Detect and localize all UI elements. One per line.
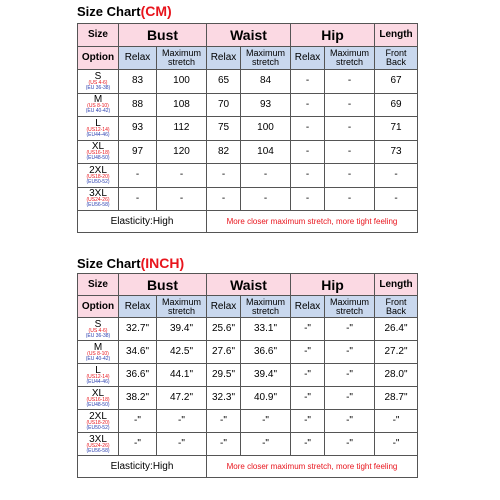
bust-relax-header: Relax [119,296,157,318]
length-cell: -" [375,410,418,433]
bust-max-cell: - [157,187,207,211]
max-line2: stretch [167,57,195,67]
eu-size: (EU 40-42) [85,355,111,362]
bust-relax-cell: 34.6" [119,341,157,364]
eu-size: (EU44-46) [86,131,110,138]
us-size: (US18-20) [86,173,110,180]
hip-relax-cell: -" [291,364,325,387]
hip-relax-cell: - [291,164,325,188]
hip-relax-cell: -" [291,318,325,341]
bust-max-cell: 47.2" [157,387,207,410]
hip-relax-cell: -" [291,433,325,456]
bust-relax-cell: 32.7" [119,318,157,341]
max-line2: stretch [167,305,195,316]
size-cell [78,70,119,94]
hip-max-cell: -" [325,410,375,433]
waist-relax-cell: - [207,164,241,188]
size-label: L [95,117,101,129]
table-row [78,433,418,456]
header-length: Length [375,24,418,47]
front-line: Front [385,48,407,58]
waist-relax-cell: 75 [207,117,241,141]
bust-max-cell: 100 [157,70,207,94]
us-size: (US16-18) [86,150,110,157]
size-label: M [93,341,103,353]
bust-max-cell: 39.4" [157,318,207,341]
size-cell [78,433,119,456]
max-line2: stretch [336,305,364,316]
waist-relax-cell: - [207,187,241,211]
waist-max-header [241,296,291,318]
table-row [78,318,418,341]
waist-relax-cell: -" [207,410,241,433]
waist-relax-cell: 82 [207,140,241,164]
length-cell: -" [375,433,418,456]
us-size: (US 4-6) [88,79,108,86]
max-line2: stretch [252,57,280,67]
size-cell [78,341,119,364]
waist-max-header [241,47,291,70]
eu-size: (EU48-50) [86,155,110,162]
hip-max-header [325,296,375,318]
waist-max-cell: 40.9" [241,387,291,410]
hip-max-cell: -" [325,364,375,387]
size-chart-table [77,23,418,233]
length-cell: 27.2" [375,341,418,364]
hip-max-header [325,47,375,70]
waist-max-cell: -" [241,433,291,456]
back-line: Back [386,57,407,67]
size-cell [78,364,119,387]
length-cell: 69 [375,93,418,117]
eu-size: (EU56-58) [86,202,110,209]
table-row [78,410,418,433]
table-row [78,117,418,141]
max-line1: Maximum [246,48,286,58]
bust-relax-cell: -" [119,410,157,433]
waist-max-cell: 100 [241,117,291,141]
bust-relax-cell: 38.2" [119,387,157,410]
hip-max-cell: - [325,164,375,188]
eu-size: (EU44-46) [86,378,110,385]
size-cell [78,117,119,141]
max-line1: Maximum [161,48,201,58]
size-label: M [93,94,103,106]
bust-max-cell: -" [157,433,207,456]
bust-relax-cell: 93 [119,117,157,141]
bust-max-cell: 112 [157,117,207,141]
bust-max-header [157,47,207,70]
bust-relax-header: Relax [119,47,157,70]
hip-relax-cell: - [291,187,325,211]
table-row [78,387,418,410]
bust-max-header [157,296,207,318]
front-line: Front [385,296,407,307]
us-size: (US12-14) [86,373,110,380]
hip-max-cell: - [325,93,375,117]
size-label: XL [91,141,105,153]
elasticity-label: Elasticity:High [78,211,207,233]
bust-max-cell: 44.1" [157,364,207,387]
hip-max-cell: -" [325,433,375,456]
waist-relax-cell: 70 [207,93,241,117]
bust-relax-cell: - [119,187,157,211]
eu-size: (EU 40-42) [85,108,111,115]
table-row [78,364,418,387]
bust-relax-cell: 83 [119,70,157,94]
eu-size: (EU 36-38) [85,84,111,91]
table-row [78,164,418,188]
elasticity-label: Elasticity:High [78,456,207,478]
hip-max-cell: - [325,117,375,141]
size-cell [78,187,119,211]
eu-size: (EU50-52) [86,424,110,431]
bust-relax-cell: - [119,164,157,188]
hip-relax-cell: - [291,70,325,94]
waist-relax-cell: -" [207,433,241,456]
size-cell [78,318,119,341]
size-cell [78,387,119,410]
hip-relax-cell: -" [291,341,325,364]
bust-relax-cell: -" [119,433,157,456]
us-size: (US12-14) [86,126,110,133]
waist-relax-cell: 29.5" [207,364,241,387]
bust-max-cell: - [157,164,207,188]
header-option: Option [78,47,119,70]
size-chart-table [77,273,418,478]
stretch-note: More closer maximum stretch, more tight feeling [207,211,418,233]
header-hip: Hip [291,274,375,296]
hip-max-cell: - [325,187,375,211]
eu-size: (EU48-50) [86,401,110,408]
waist-max-cell: 84 [241,70,291,94]
waist-max-cell: -" [241,410,291,433]
max-line1: Maximum [330,296,370,307]
waist-max-cell: - [241,187,291,211]
hip-relax-cell: - [291,93,325,117]
header-length: Length [375,274,418,296]
size-cell [78,410,119,433]
hip-max-cell: - [325,140,375,164]
header-waist: Waist [207,274,291,296]
length-cell: 28.7" [375,387,418,410]
header-size: Size [78,274,119,296]
waist-max-cell: 93 [241,93,291,117]
waist-relax-cell: 27.6" [207,341,241,364]
header-bust: Bust [119,274,207,296]
waist-relax-cell: 65 [207,70,241,94]
us-size: (US16-18) [86,396,110,403]
us-size: (US24-26) [86,197,110,204]
length-cell: - [375,187,418,211]
waist-relax-header: Relax [207,296,241,318]
waist-max-cell: - [241,164,291,188]
length-cell: 71 [375,117,418,141]
hip-max-cell: -" [325,387,375,410]
eu-size: (EU 36-38) [85,332,111,339]
size-label: S [94,70,102,82]
size-label: L [95,364,101,376]
max-line2: stretch [336,57,364,67]
us-size: (US18-20) [86,419,110,426]
hip-relax-cell: - [291,117,325,141]
bust-max-cell: -" [157,410,207,433]
table-row [78,93,418,117]
table-row [78,187,418,211]
table-row [78,140,418,164]
size-chart-title [77,3,172,20]
size-cell [78,140,119,164]
size-label: 3XL [89,433,107,445]
table-row [78,70,418,94]
header-hip: Hip [291,24,375,47]
size-label: S [94,318,102,330]
length-cell: - [375,164,418,188]
max-line1: Maximum [161,296,201,307]
max-line2: stretch [252,305,280,316]
front-back-header [375,47,418,70]
front-back-header [375,296,418,318]
waist-relax-cell: 25.6" [207,318,241,341]
bust-max-cell: 42.5" [157,341,207,364]
hip-max-cell: -" [325,318,375,341]
bust-relax-cell: 36.6" [119,364,157,387]
waist-relax-cell: 32.3" [207,387,241,410]
table-row [78,341,418,364]
header-bust: Bust [119,24,207,47]
eu-size: (EU50-52) [86,178,110,185]
waist-max-cell: 104 [241,140,291,164]
bust-relax-cell: 97 [119,140,157,164]
waist-max-cell: 33.1" [241,318,291,341]
size-cell [78,164,119,188]
title-unit: (CM) [140,3,172,19]
max-line1: Maximum [246,296,286,307]
title-prefix: Size Chart [77,256,141,271]
length-cell: 26.4" [375,318,418,341]
waist-max-cell: 39.4" [241,364,291,387]
hip-relax-header: Relax [291,296,325,318]
size-label: 2XL [89,164,107,176]
bust-max-cell: 120 [157,140,207,164]
size-label: XL [91,387,105,399]
header-waist: Waist [207,24,291,47]
header-option: Option [78,296,119,318]
max-line1: Maximum [330,48,370,58]
hip-relax-cell: - [291,140,325,164]
size-label: 3XL [89,188,107,200]
hip-max-cell: - [325,70,375,94]
size-chart-title [77,255,184,272]
header-size: Size [78,24,119,47]
size-label: 2XL [89,410,107,422]
hip-max-cell: -" [325,341,375,364]
us-size: (US 8-10) [87,103,109,110]
back-line: Back [386,305,407,316]
title-prefix: Size Chart [77,4,141,19]
hip-relax-cell: -" [291,410,325,433]
us-size: (US 8-10) [87,350,109,357]
eu-size: (EU56-58) [86,447,110,454]
hip-relax-header: Relax [291,47,325,70]
size-cell [78,93,119,117]
bust-relax-cell: 88 [119,93,157,117]
hip-relax-cell: -" [291,387,325,410]
length-cell: 73 [375,140,418,164]
stretch-note: More closer maximum stretch, more tight feeling [207,456,418,478]
bust-max-cell: 108 [157,93,207,117]
title-unit: (INCH) [140,255,185,271]
waist-relax-header: Relax [207,47,241,70]
length-cell: 28.0" [375,364,418,387]
waist-max-cell: 36.6" [241,341,291,364]
us-size: (US 4-6) [88,327,108,334]
length-cell: 67 [375,70,418,94]
us-size: (US24-26) [86,442,110,449]
